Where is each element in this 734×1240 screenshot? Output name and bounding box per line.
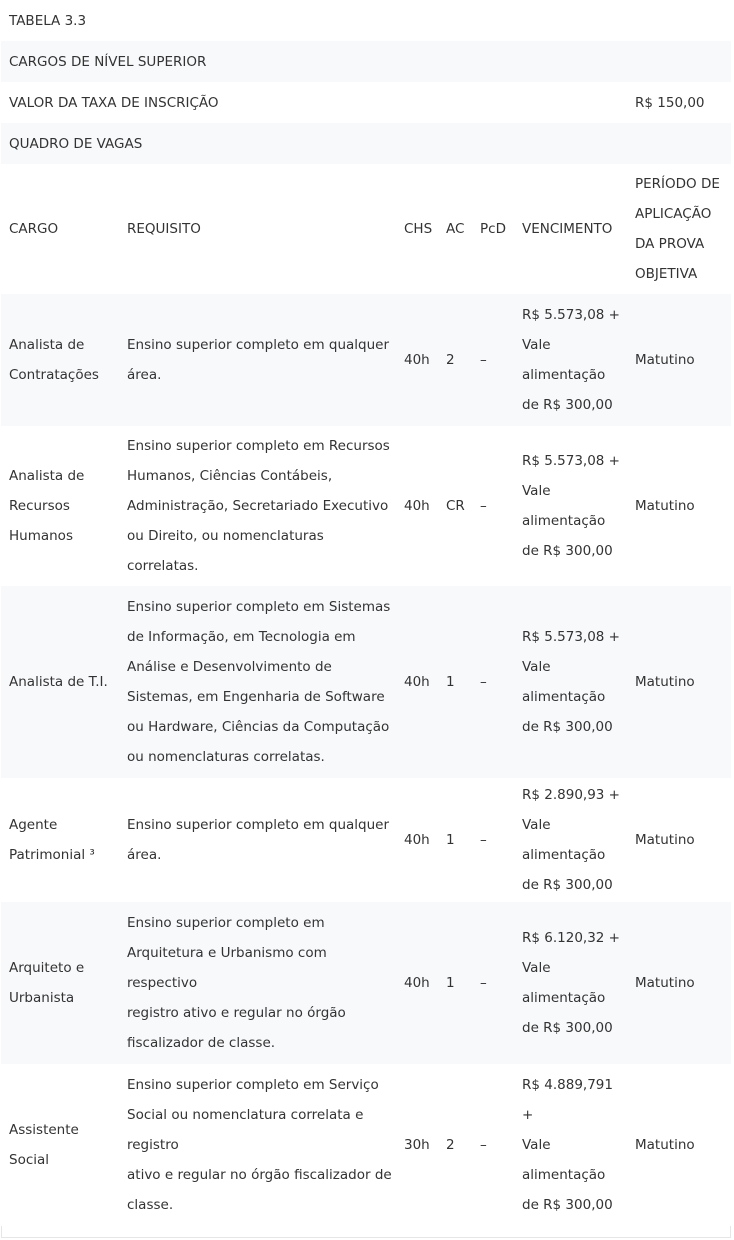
vencimento-cell-line: R$ 4.889,791 + [522,1077,613,1123]
periodo-cell [627,294,731,426]
cargo-cell-line: Analista de T.I. [9,674,108,690]
requisito-cell-line: Ensino superior completo em qualquer [127,817,390,833]
vencimento-cell-line: Vale [522,817,551,833]
requisito-cell-line: Sistemas, em Engenharia de Software [127,689,385,705]
vencimento-cell-line: Vale [522,960,551,976]
vencimento-cell-line: alimentação [522,847,606,863]
ac-cell-line: 2 [446,1137,455,1153]
pcd-cell [472,294,514,426]
pcd-cell [472,902,514,1064]
pcd-cell-line: – [480,498,487,514]
requisito-cell-line: área. [127,367,162,383]
periodo-cell [627,586,731,778]
requisito-cell [119,294,396,426]
chs-cell [396,294,438,426]
vencimento-cell-line: de R$ 300,00 [522,1020,613,1036]
periodo-cell-line: Matutino [635,352,695,368]
requisito-cell-line: ou Direito, ou nomenclaturas [127,528,324,544]
vencimento-cell-line: R$ 6.120,32 + [522,930,620,946]
vencimento-cell-line: R$ 5.573,08 + [522,307,620,323]
vencimento-cell-line: Vale [522,1137,551,1153]
requisito-cell-line: Ensino superior completo em Recursos [127,438,390,454]
cargo-cell-line: Urbanista [9,990,75,1006]
vencimento-cell [514,902,627,1064]
quadro-label: QUADRO DE VAGAS [1,123,731,164]
pcd-cell-line: – [480,975,487,991]
vencimento-cell-line: alimentação [522,1167,606,1183]
periodo-cell-line: Matutino [635,975,695,991]
vencimento-cell-line: de R$ 300,00 [522,1197,613,1213]
periodo-cell [627,778,731,902]
chs-cell-line: 30h [404,1137,430,1153]
header-requisito: REQUISITO [119,164,396,294]
vencimento-cell [514,1064,627,1226]
header-chs: CHS [396,164,438,294]
vencimento-cell [514,426,627,586]
cargo-cell [1,902,119,1064]
pcd-cell-line: – [480,1137,487,1153]
cargo-cell-line: Assistente [9,1122,79,1138]
chs-cell [396,426,438,586]
requisito-cell-line: ativo e regular no órgão fiscalizador de [127,1167,392,1183]
vencimento-cell [514,586,627,778]
header-vencimento: VENCIMENTO [514,164,627,294]
cargo-cell-line: Agente [9,817,58,833]
header-periodo-line: PERÍODO DE [635,176,720,192]
vencimento-cell-line: Vale [522,337,551,353]
cargo-cell-line: Humanos [9,528,73,544]
chs-cell-line: 40h [404,498,430,514]
title-row-quadro [1,123,731,164]
requisito-cell-line: registro ativo e regular no órgão [127,1005,346,1021]
requisito-cell-line: Humanos, Ciências Contábeis, [127,468,333,484]
ac-cell-line: 1 [446,975,455,991]
requisito-cell-line: registro [127,1137,179,1153]
periodo-cell-line: Matutino [635,674,695,690]
ac-cell-line: 1 [446,674,455,690]
periodo-cell-line: Matutino [635,832,695,848]
cargo-cell-line: Social [9,1152,50,1168]
vencimento-cell-line: de R$ 300,00 [522,877,613,893]
cargo-cell [1,1064,119,1226]
chs-cell [396,586,438,778]
table-row [1,902,731,1064]
ac-cell [438,778,472,902]
chs-cell-line: 40h [404,674,430,690]
vencimento-cell-line: Vale [522,659,551,675]
ac-cell-line: CR [446,498,465,514]
tabela-label: TABELA 3.3 [1,0,731,41]
data-rows [1,294,731,1226]
chs-cell [396,902,438,1064]
requisito-cell-line: Arquitetura e Urbanismo com [127,945,327,961]
requisito-cell-line: Ensino superior completo em qualquer [127,337,390,353]
ac-cell-line: 1 [446,832,455,848]
requisito-cell [119,1064,396,1226]
requisito-cell [119,426,396,586]
vencimento-cell-line: R$ 5.573,08 + [522,453,620,469]
requisito-cell-line: de Informação, em Tecnologia em [127,629,356,645]
vencimento-cell-line: R$ 5.573,08 + [522,629,620,645]
ac-cell [438,586,472,778]
requisito-cell-line: área. [127,847,162,863]
vagas-table [1,0,731,1226]
requisito-cell-line: respectivo [127,975,198,991]
cargo-cell-line: Arquiteto e [9,960,85,976]
header-row [1,164,731,294]
cargos-label: CARGOS DE NÍVEL SUPERIOR [1,41,731,82]
requisito-cell-line: Social ou nomenclatura correlata e [127,1107,364,1123]
requisito-cell [119,778,396,902]
pcd-cell [472,586,514,778]
cargo-cell [1,426,119,586]
vencimento-cell-line: de R$ 300,00 [522,719,613,735]
chs-cell [396,778,438,902]
table-row [1,426,731,586]
chs-cell-line: 40h [404,832,430,848]
periodo-cell-line: Matutino [635,1137,695,1153]
requisito-cell-line: Administração, Secretariado Executivo [127,498,389,514]
ac-cell [438,1064,472,1226]
header-periodo-line: DA PROVA [635,236,705,252]
vencimento-cell-line: Vale [522,483,551,499]
periodo-cell [627,902,731,1064]
cargo-cell-line: Patrimonial ³ [9,847,95,863]
title-row-tabela [1,0,731,41]
periodo-cell [627,1064,731,1226]
taxa-value: R$ 150,00 [627,82,731,123]
vencimento-cell-line: alimentação [522,990,606,1006]
table-row [1,778,731,902]
vencimento-cell [514,778,627,902]
table-row [1,1064,731,1226]
header-periodo-line: APLICAÇÃO [635,206,712,222]
periodo-cell [627,426,731,586]
periodo-cell-line: Matutino [635,498,695,514]
cargo-cell-line: Analista de [9,468,85,484]
requisito-cell [119,902,396,1064]
ac-cell [438,426,472,586]
vencimento-cell-line: alimentação [522,513,606,529]
vencimento-cell-line: de R$ 300,00 [522,543,613,559]
cargo-cell-line: Analista de [9,337,85,353]
header-cargo: CARGO [1,164,119,294]
chs-cell-line: 40h [404,975,430,991]
requisito-cell-line: classe. [127,1197,174,1213]
taxa-label: VALOR DA TAXA DE INSCRIÇÃO [1,82,627,123]
cargo-cell [1,778,119,902]
requisito-cell-line: fiscalizador de classe. [127,1035,276,1051]
ac-cell [438,294,472,426]
pcd-cell [472,426,514,586]
requisito-cell-line: Ensino superior completo em Sistemas [127,599,391,615]
pcd-cell-line: – [480,674,487,690]
title-row-taxa [1,82,731,123]
vencimento-cell-line: alimentação [522,367,606,383]
chs-cell-line: 40h [404,352,430,368]
cargo-cell [1,586,119,778]
pcd-cell [472,778,514,902]
pcd-cell-line: – [480,832,487,848]
header-periodo-line: OBJETIVA [635,266,698,282]
requisito-cell-line: ou Hardware, Ciências da Computação [127,719,390,735]
title-row-cargos [1,41,731,82]
cargo-cell-line: Contratações [9,367,99,383]
requisito-cell-line: ou nomenclaturas correlatas. [127,749,325,765]
vencimento-cell-line: de R$ 300,00 [522,397,613,413]
pcd-cell [472,1064,514,1226]
requisito-cell-line: Ensino superior completo em [127,915,325,931]
vencimento-cell-line: alimentação [522,689,606,705]
table-row [1,294,731,426]
header-ac: AC [438,164,472,294]
cargo-cell [1,294,119,426]
table-row [1,586,731,778]
ac-cell [438,902,472,1064]
requisito-cell-line: correlatas. [127,558,199,574]
chs-cell [396,1064,438,1226]
requisito-cell-line: Análise e Desenvolvimento de [127,659,332,675]
header-pcd: PcD [472,164,514,294]
cargo-cell-line: Recursos [9,498,70,514]
vencimento-cell-line: R$ 2.890,93 + [522,787,620,803]
pcd-cell-line: – [480,352,487,368]
ac-cell-line: 2 [446,352,455,368]
requisito-cell [119,586,396,778]
requisito-cell-line: Ensino superior completo em Serviço [127,1077,379,1093]
vencimento-cell [514,294,627,426]
header-periodo [627,164,731,294]
